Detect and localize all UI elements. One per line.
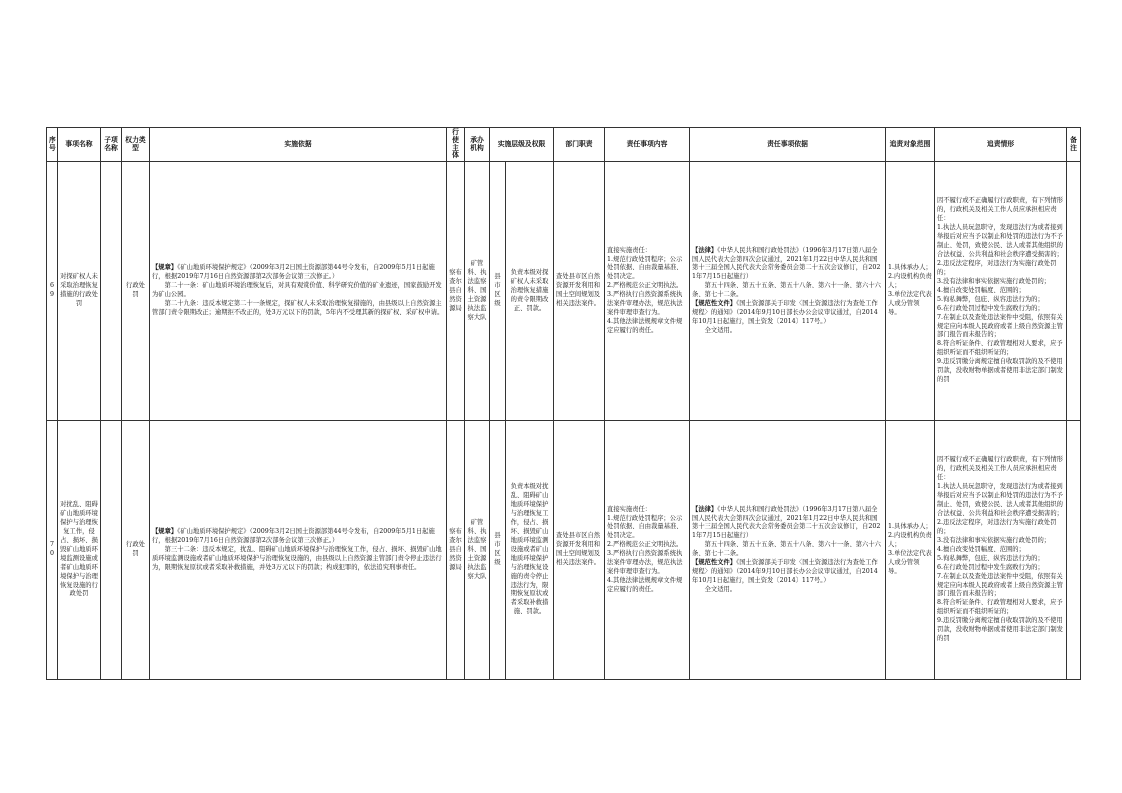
situation-line: 4.擅自改变处罚幅度、范围的； — [937, 286, 1025, 294]
situation-line: 4.擅自改变处罚幅度、范围的； — [937, 545, 1025, 553]
situation-line: 9.违反罚缴分离规定擅自收取罚款的及不使用罚款，没收财物单据或者使用非法定部门制发的罚 — [937, 358, 1063, 384]
power-list-table — [46, 127, 1081, 680]
row-name: 对探矿权人未采取治理恢复措施的行政处罚 — [58, 162, 101, 421]
content-line: 直接实施责任： — [607, 505, 652, 513]
header-level: 实施层级及权限 — [490, 128, 554, 162]
resp-law-articles: 第五十四条、第五十五条、第五十八条、第六十一条、第六十六条、第七十二条。 — [692, 282, 881, 299]
row-seq: 69 — [47, 162, 58, 421]
row-org: 矿管科、执法监察科、国土资源执法监察大队 — [465, 421, 490, 680]
situation-line: 6.在行政处罚过程中发生腐败行为的； — [937, 304, 1044, 312]
situation-line: 5.徇私舞弊，包庇、纵容违法行为的； — [937, 295, 1044, 303]
resp-law: 《中华人民共和国行政处罚法》（1996年3月17日第八届全国人民代表大会第四次会议通过，2021年1月22日中华人民共和国第十三届全国人民代表大会常务委员会第二十五次会议修订，自2021年7月15日起施行） — [692, 246, 881, 281]
situation-line: 8.符合听证条件、行政管理相对人要求，应予组织听证而不组织听证的； — [937, 340, 1063, 357]
resp-law: 《中华人民共和国行政处罚法》（1996年3月17日第八届全国人民代表大会第四次会议通过，2021年1月22日中华人民共和国第十三届全国人民代表大会常务委员会第二十五次会议修订，自2021年7月15日起施行） — [692, 505, 881, 540]
row-ptype: 行政处罚 — [122, 421, 150, 680]
content-line: 3.严格执行自然资源系统执法案件审理办法，规范执法案件审理审查行为。 — [607, 291, 683, 317]
basis-line: 第三十二条：违反本规定，扰乱、阻碍矿山地质环境保护与治理恢复工作，侵占、损坏、损毁矿山地质环境监测设施或者矿山地质环境保护与治理恢复设施的，由县级以上自然资源主管部门责令停止违法行为，限期恢复原状或者采取补救措施，并处3万元以下的罚款；构成犯罪的，依法追究刑事责任。 — [152, 545, 442, 571]
situation-line: 9.违反罚缴分离规定擅自收取罚款的及不使用罚款，没收财物单据或者使用非法定部门制发的罚 — [937, 617, 1063, 643]
header-content: 责任事项内容 — [605, 128, 690, 162]
target-line: 3.单位法定代表人或分管领导。 — [888, 550, 932, 576]
resp-norm-tag: 【规范性文件】 — [692, 559, 737, 567]
basis-line: 第二十一条：矿山地质环境治理恢复后，对具有观赏价值、科学研究价值的矿业遗迹，国家鼓励开发为矿山公园。 — [152, 282, 442, 299]
table-row — [47, 421, 1081, 680]
basis-line: 《矿山地质环境保护规定》（2009年3月2日国土资源部第44号令发布，自2009年5月1日起施行，根据2019年7月16日自然资源部第2次部务会议第三次修正。） — [152, 264, 435, 281]
row-resp-basis — [690, 162, 886, 421]
row-situations — [935, 162, 1067, 421]
situation-line: 7.在制止以及查处违法案件中受阻，依照有关规定应向本级人民政府或者上级自然资源主管部门报告而未报告的； — [937, 572, 1063, 598]
content-line: 4.其他法律法规规章文件规定应履行的责任。 — [607, 318, 683, 334]
row-situations — [935, 421, 1067, 680]
resp-norm: 《国土资源部关于印发〈国土资源违法行为查处工作规程〉的通知》（2014年9月10日部长办公会议审议通过，自2014年10月1日起施行，国土资发〔2014〕117号。） — [692, 559, 878, 585]
row-name: 对扰乱、阻碍矿山地质环境保护与治理恢复工作，侵占、损坏、损毁矿山地质环境监测设施或者矿山地质环境保护与治理恢复设施的行政处罚 — [58, 421, 101, 680]
row-targets — [886, 162, 935, 421]
resp-law-tag: 【法律】 — [692, 505, 718, 513]
content-line: 4.其他法律法规规章文件规定应履行的责任。 — [607, 577, 683, 593]
content-line: 3.严格执行自然资源系统执法案件审理办法，规范执法案件审理审查行为。 — [607, 550, 683, 576]
content-line: 2.严格规范公正文明执法。 — [607, 282, 683, 290]
row-subject: 察布查尔县自然资源局 — [447, 162, 465, 421]
header-subject: 行使主体 — [447, 128, 465, 162]
situation-line: 1.执法人员玩忽职守，发现违法行为或者接到举报后对应当予以制止和处罚的违法行为不予制止、处罚，致使公民、法人或者其他组织的合法权益、公共利益和社会秩序遭受损害的； — [937, 483, 1063, 518]
row-org: 矿管科、执法监察科、国土资源执法监察大队 — [465, 162, 490, 421]
situation-line: 3.没有法律和事实依据实施行政处罚的； — [937, 277, 1051, 285]
header-seq: 序号 — [47, 128, 58, 162]
row-level: 县市区级 — [490, 162, 506, 421]
row-basis — [150, 421, 447, 680]
header-basis: 实施依据 — [150, 128, 447, 162]
row-level-desc: 负责本级对扰乱、阻碍矿山地质环境保护与治理恢复工作，侵占、损坏、损毁矿山地质环境监测设施或者矿山地质环境保护与治理恢复设施的责令停止违法行为，限期恢复原状或者采取补救措施、罚款。 — [506, 421, 554, 680]
target-line: 1.具体承办人； — [888, 264, 932, 272]
table-row — [47, 162, 1081, 421]
header-ptype: 权力类型 — [122, 128, 150, 162]
row-content — [605, 421, 690, 680]
row-content — [605, 162, 690, 421]
row-sub — [101, 162, 122, 421]
header-remark: 备注 — [1067, 128, 1081, 162]
situation-line: 8.符合听证条件、行政管理相对人要求，应予组织听证而不组织听证的； — [937, 599, 1063, 616]
row-duty: 查处县市区自然资源开发利用和国土空间规划及相关违法案件。 — [554, 162, 605, 421]
row-targets — [886, 421, 935, 680]
target-line: 1.具体承办人； — [888, 523, 932, 531]
situation-line: 1.执法人员玩忽职守，发现违法行为或者接到举报后对应当予以制止和处罚的违法行为不予制止、处罚，致使公民、法人或者其他组织的合法权益、公共利益和社会秩序遭受损害的； — [937, 224, 1063, 259]
basis-head: 【规章】 — [152, 264, 178, 272]
content-line: 1.规范行政处罚程序；公示处罚依据、自由裁量基准、处罚决定。 — [607, 255, 683, 281]
content-line: 1.规范行政处罚程序；公示处罚依据、自由裁量基准、处罚决定。 — [607, 514, 683, 540]
target-line: 3.单位法定代表人或分管领导。 — [888, 291, 932, 317]
header-resp-basis: 责任事项依据 — [690, 128, 886, 162]
target-line: 2.内设机构负责人； — [888, 273, 932, 290]
row-duty: 查处县市区自然资源开发利用和国土空间规划及相关违法案件。 — [554, 421, 605, 680]
row-remark — [1067, 162, 1081, 421]
situation-line: 因不履行或不正确履行行政职责，有下列情形的，行政机关及相关工作人员应承担相应责任： — [937, 197, 1063, 223]
header-duty: 部门职责 — [554, 128, 605, 162]
header-situations: 追责情形 — [935, 128, 1067, 162]
row-sub — [101, 421, 122, 680]
situation-line: 因不履行或不正确履行行政职责，有下列情形的，行政机关及相关工作人员应承担相应责任： — [937, 456, 1063, 482]
row-remark — [1067, 421, 1081, 680]
row-basis — [150, 162, 447, 421]
situation-line: 2.违反法定程序，对违法行为实施行政处罚的； — [937, 518, 1057, 535]
row-ptype: 行政处罚 — [122, 162, 150, 421]
basis-head: 【规章】 — [152, 527, 178, 535]
situation-line: 5.徇私舞弊，包庇、纵容违法行为的； — [937, 554, 1044, 562]
header-name: 事项名称 — [58, 128, 101, 162]
resp-norm: 《国土资源部关于印发〈国土资源违法行为查处工作规程〉的通知》（2014年9月10日部长办公会议审议通过，自2014年10月1日起施行，国土资发〔2014〕117号。） — [692, 300, 878, 326]
row-resp-basis — [690, 421, 886, 680]
header-sub: 子项名称 — [101, 128, 122, 162]
row-subject: 察布查尔县自然资源局 — [447, 421, 465, 680]
situation-line: 7.在制止以及查处违法案件中受阻，依照有关规定应向本级人民政府或者上级自然资源主管部门报告而未报告的； — [937, 313, 1063, 339]
resp-law-tag: 【法律】 — [692, 246, 718, 254]
header-org: 承办机构 — [465, 128, 490, 162]
target-line: 2.内设机构负责人； — [888, 532, 932, 549]
resp-law-articles: 第五十四条、第五十五条、第五十八条、第六十一条、第六十六条、第七十二条。 — [692, 541, 881, 558]
row-level-desc: 负责本级对探矿权人未采取治理恢复措施的责令限期改正、罚款。 — [506, 162, 554, 421]
situation-line: 2.违反法定程序，对违法行为实施行政处罚的； — [937, 259, 1057, 276]
row-seq: 70 — [47, 421, 58, 680]
resp-norm-tail: 全文适用。 — [704, 327, 737, 334]
situation-line: 6.在行政处罚过程中发生腐败行为的； — [937, 563, 1044, 571]
content-line: 2.严格规范公正文明执法。 — [607, 541, 683, 549]
resp-norm-tag: 【规范性文件】 — [692, 300, 737, 308]
resp-norm-tail: 全文适用。 — [704, 586, 737, 593]
header-targets: 追责对象范围 — [886, 128, 935, 162]
situation-line: 3.没有法律和事实依据实施行政处罚的； — [937, 536, 1051, 544]
content-line: 直接实施责任： — [607, 246, 652, 254]
row-level: 县市区级 — [490, 421, 506, 680]
header-row — [47, 128, 1081, 162]
basis-line: 第二十九条：违反本规定第二十一条规定，探矿权人未采取治理恢复措施的，由县级以上自然资源主管部门责令限期改正；逾期拒不改正的，处3万元以下的罚款，5年内不受理其新的探矿权、采矿权申请。 — [152, 300, 444, 317]
basis-line: 《矿山地质环境保护规定》（2009年3月2日国土资源部第44号令发布，自2009年5月1日起施行，根据2019年7月16日自然资源部第2次部务会议第三次修正。） — [152, 527, 435, 544]
